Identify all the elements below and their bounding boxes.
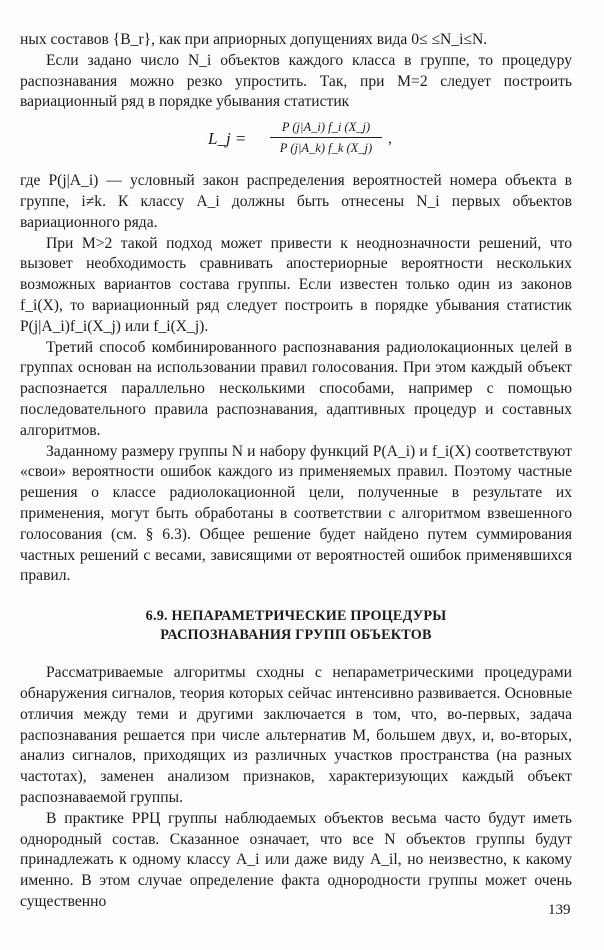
- paragraph-voting-method: Третий способ комбинированного распознавания радиолокационных целей в группах основан на использовании правил голосования. При этом каждый объект распознается параллельно несколькими способами, например с помощью последовательного правила распознавания, адаптивных процедур и составных алгоритмов.: [20, 338, 572, 439]
- paragraph-weighted-voting: Заданному размеру группы N и набору функций P(A_i) и f_i(X) соответствуют «свои» вероятности ошибок каждого из применяемых правил. Поэтому частные решения о классе радиолокационной цели, полученные в результате их применения, могут быть обработаны в соответствии с алгоритмом взвешенного голосования (см. § 6.3). Общее решение будет найдено путем суммирования частных решений с весами, зависящими от вероятностей ошибок применявшихся правил.: [20, 442, 572, 585]
- paragraph-m-greater-two: При M>2 такой подход может привести к неоднозначности решений, что вызовет необходимость сравнивать апостериорные вероятности нескольких возможных вариантов состава группы. Если известен только один из законов f_i(X), то вариационный ряд следует построить в порядке убывания статистик P(j|A_i)f_i(X_j) или f_i(X_j).: [20, 234, 572, 335]
- section-heading-line-1: 6.9. НЕПАРАМЕТРИЧЕСКИЕ ПРОЦЕДУРЫ: [145, 608, 447, 625]
- formula-fraction: [270, 119, 382, 156]
- paragraph-continuation: ных составов {B_r}, как при априорных допущениях вида 0≤ ≤N_i≤N.: [20, 31, 488, 48]
- formula-lj: [20, 115, 572, 169]
- paragraph-homogeneous-groups: В практике РРЦ группы наблюдаемых объектов весьма часто будут иметь однородный состав. Сказанное означает, что все N объектов группы будут принадлежать к одному классу A_i или даже виду A_il, но неизвестно, к какому именно. В этом случае определение факта однородности группы может очень существенно: [20, 809, 572, 910]
- paragraph-known-counts: Если задано число N_i объектов каждого класса в группе, то процедуру распознавания можно резко упростить. Так, при M=2 следует построить вариационный ряд в порядке убывания статистик: [20, 51, 572, 111]
- formula-lhs: L_j =: [208, 129, 247, 149]
- paragraph-nonparametric: Рассматриваемые алгоритмы сходны с непараметрическими процедурами обнаружения сигналов, теория которых сейчас интенсивно развивается. Основные отличия между теми и другими заключается в том, что, во-первых, задача распознавания решается при числе альтернатив M, большем двух, и, во-вторых, анализ сигналов, приходящих из различных участков пространства (на разных частотах), заменен анализом признаков, характеризующих каждый объект распознаваемой группы.: [20, 664, 572, 806]
- paragraph-conditional-law: где P(j|A_i) — условный закон распределения вероятностей номера объекта в группе, i≠k. К классу A_i должны быть отнесены N_i первых объектов вариационного ряда.: [20, 172, 572, 231]
- page-number: 139: [548, 902, 571, 918]
- formula-denominator: P (j|A_k) f_k (X_j): [279, 141, 373, 156]
- page-body: [20, 30, 572, 913]
- formula-comma: ,: [388, 130, 392, 148]
- section-heading: [20, 607, 572, 645]
- section-heading-line-2: РАСПОЗНАВАНИЯ ГРУПП ОБЪЕКТОВ: [160, 627, 432, 644]
- formula-numerator: P (j|A_i) f_i (X_j): [270, 119, 382, 138]
